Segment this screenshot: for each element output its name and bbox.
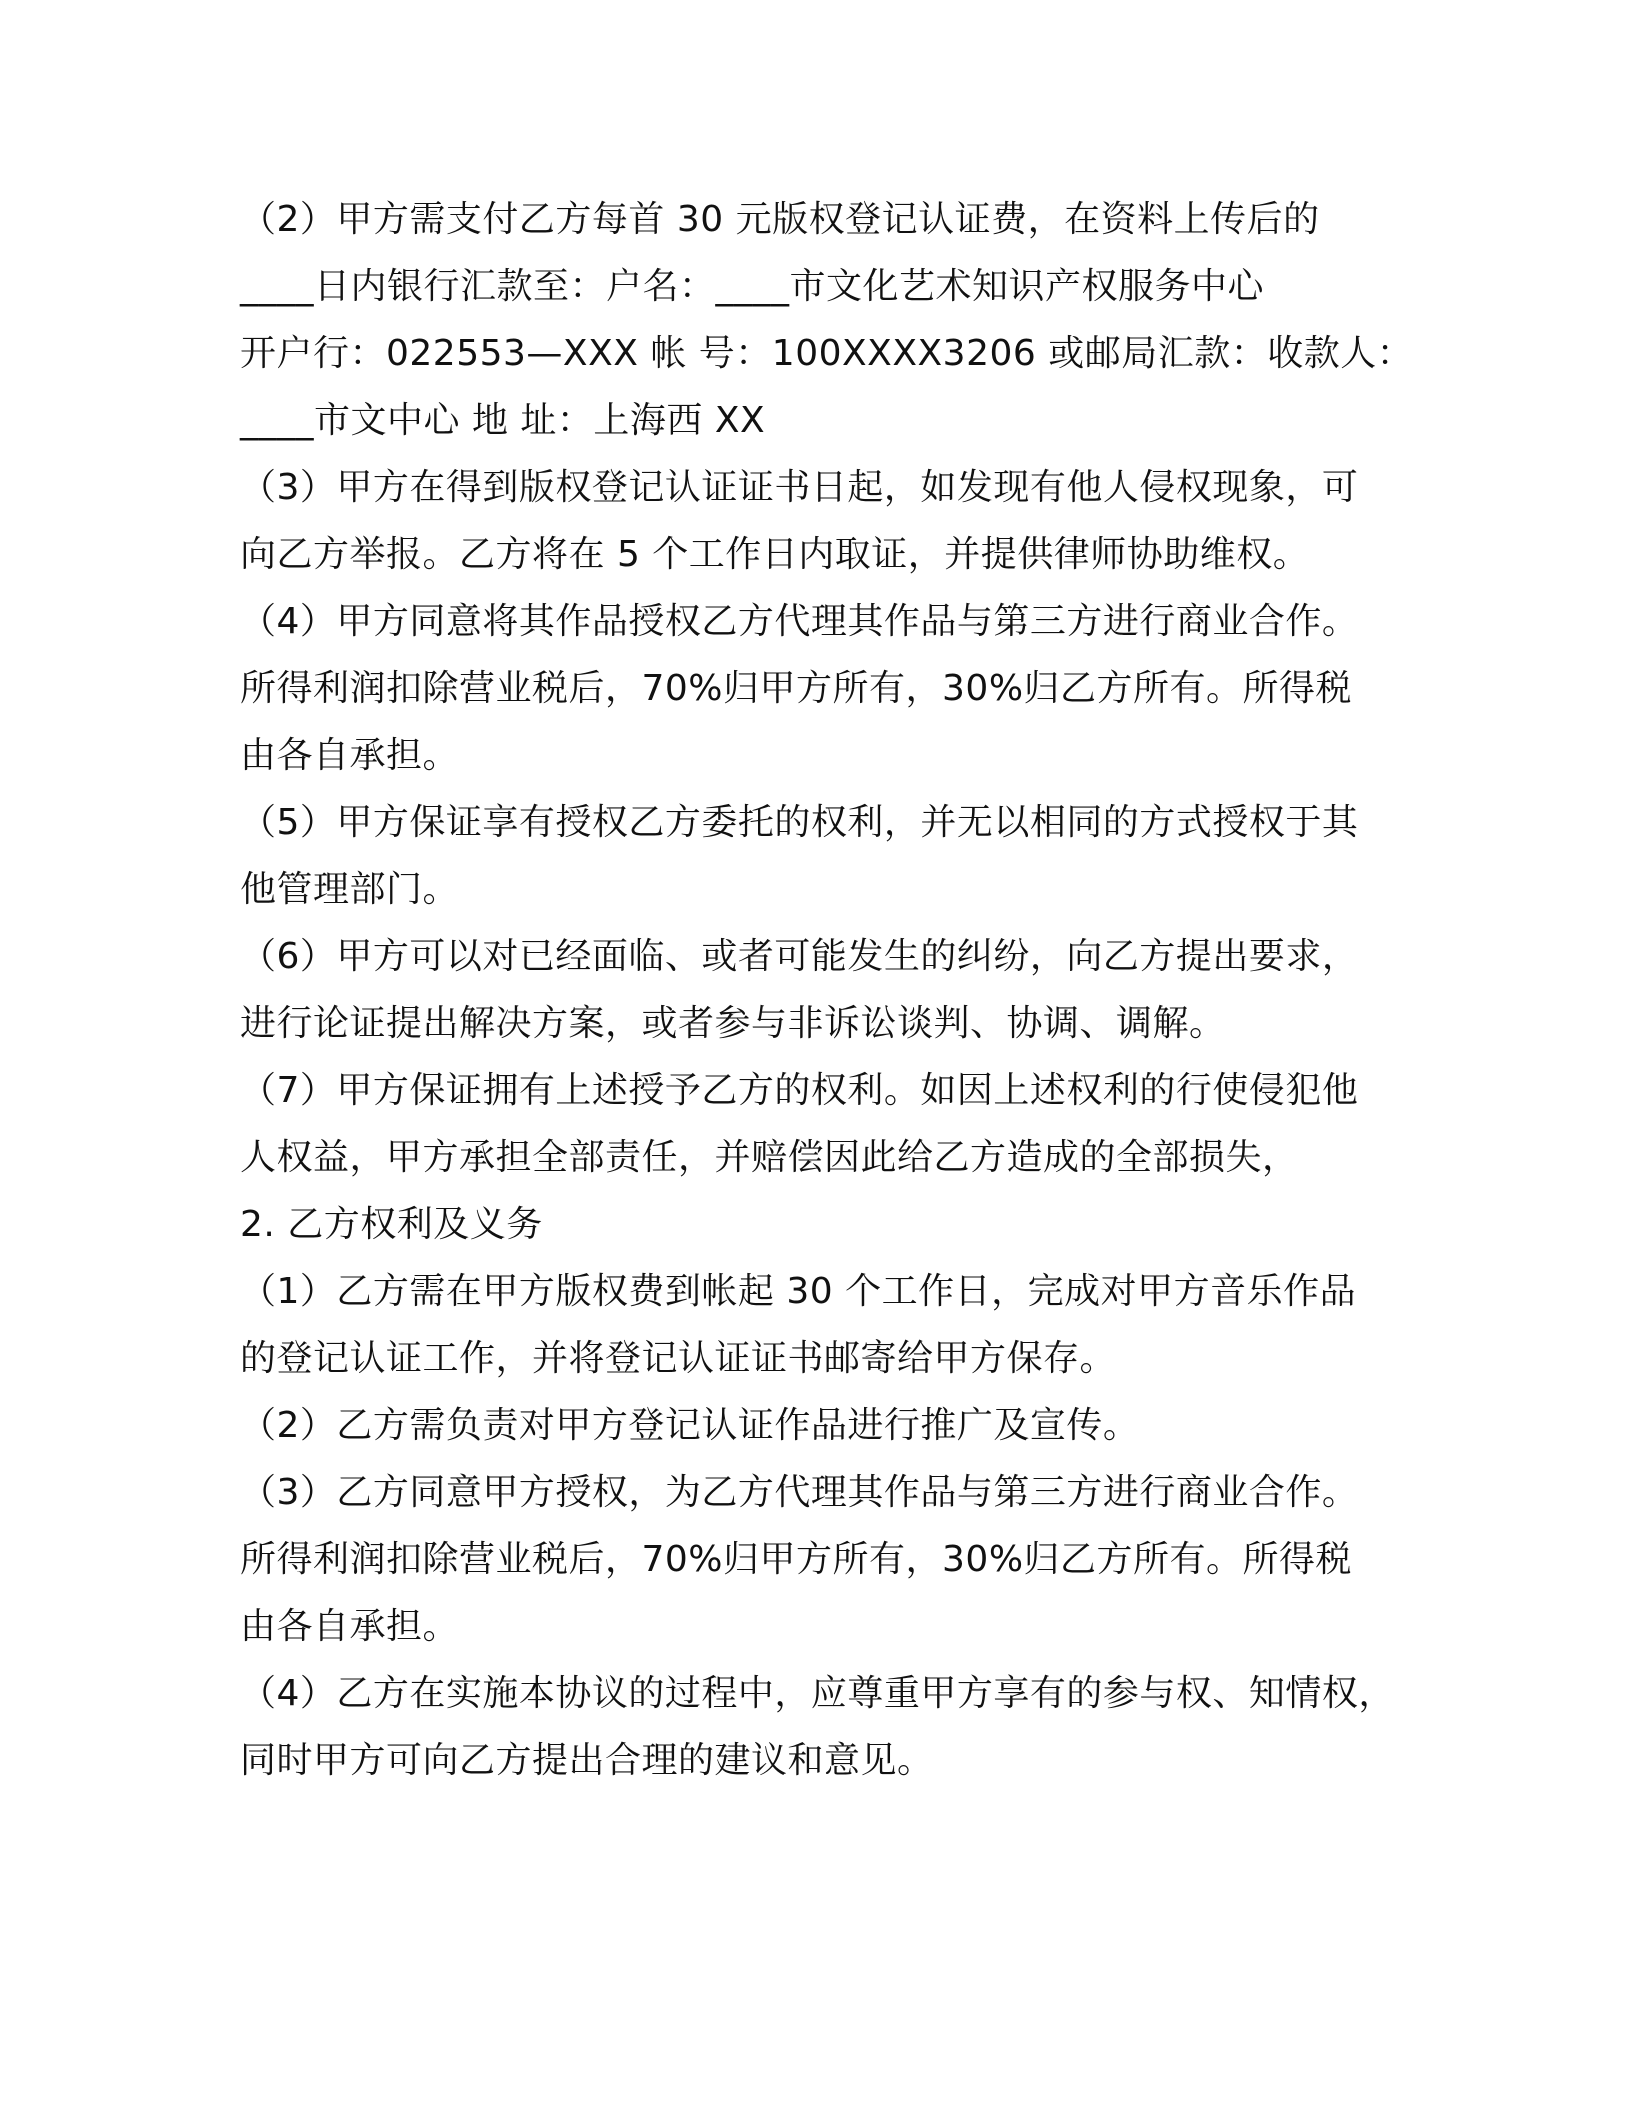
text-line: 同时甲方可向乙方提出合理的建议和意见。 [240, 1740, 934, 1781]
text-line: 由各自承担。 [240, 1606, 460, 1647]
text-line: （4）乙方在实施本协议的过程中，应尊重甲方享有的参与权、知情权， [240, 1673, 1395, 1714]
text-line: （3）甲方在得到版权登记认证证书日起，如发现有他人侵权现象，可 [240, 467, 1359, 508]
text-line: （5）甲方保证享有授权乙方委托的权利，并无以相同的方式授权于其 [240, 802, 1359, 843]
text-line: （3）乙方同意甲方授权，为乙方代理其作品与第三方进行商业合作。 [240, 1472, 1359, 1513]
text-line: （1）乙方需在甲方版权费到帐起 30 个工作日，完成对甲方音乐作品 [240, 1271, 1357, 1312]
text-line: 所得利润扣除营业税后，70%归甲方所有，30%归乙方所有。所得税 [240, 1539, 1353, 1580]
text-line: 所得利润扣除营业税后，70%归甲方所有，30%归乙方所有。所得税 [240, 668, 1353, 709]
text-line: ____市文中心 地 址：上海西 XX [240, 400, 766, 441]
text-line: （7）甲方保证拥有上述授予乙方的权利。如因上述权利的行使侵犯他 [240, 1070, 1359, 1111]
section-heading: 2. 乙方权利及义务 [240, 1204, 543, 1245]
text-line: ____日内银行汇款至：户名：____市文化艺术知识产权服务中心 [240, 266, 1265, 307]
text-line: 他管理部门。 [240, 869, 460, 910]
text-line: （6）甲方可以对已经面临、或者可能发生的纠纷，向乙方提出要求， [240, 936, 1359, 977]
text-line: 向乙方举报。乙方将在 5 个工作日内取证，并提供律师协助维权。 [240, 534, 1310, 575]
text-line: 开户行：022553—XXX 帐 号：100XXXX3206 或邮局汇款：收款人： [240, 333, 1414, 374]
text-line: 人权益，甲方承担全部责任，并赔偿因此给乙方造成的全部损失， [240, 1137, 1299, 1178]
text-line: 由各自承担。 [240, 735, 460, 776]
text-line: 的登记认证工作，并将登记认证证书邮寄给甲方保存。 [240, 1338, 1117, 1379]
text-line: （2）甲方需支付乙方每首 30 元版权登记认证费，在资料上传后的 [240, 199, 1320, 240]
text-line: （2）乙方需负责对甲方登记认证作品进行推广及宣传。 [240, 1405, 1140, 1446]
text-line: （4）甲方同意将其作品授权乙方代理其作品与第三方进行商业合作。 [240, 601, 1359, 642]
agreement-text [240, 186, 1414, 1794]
text-line: 进行论证提出解决方案，或者参与非诉讼谈判、协调、调解。 [240, 1003, 1226, 1044]
